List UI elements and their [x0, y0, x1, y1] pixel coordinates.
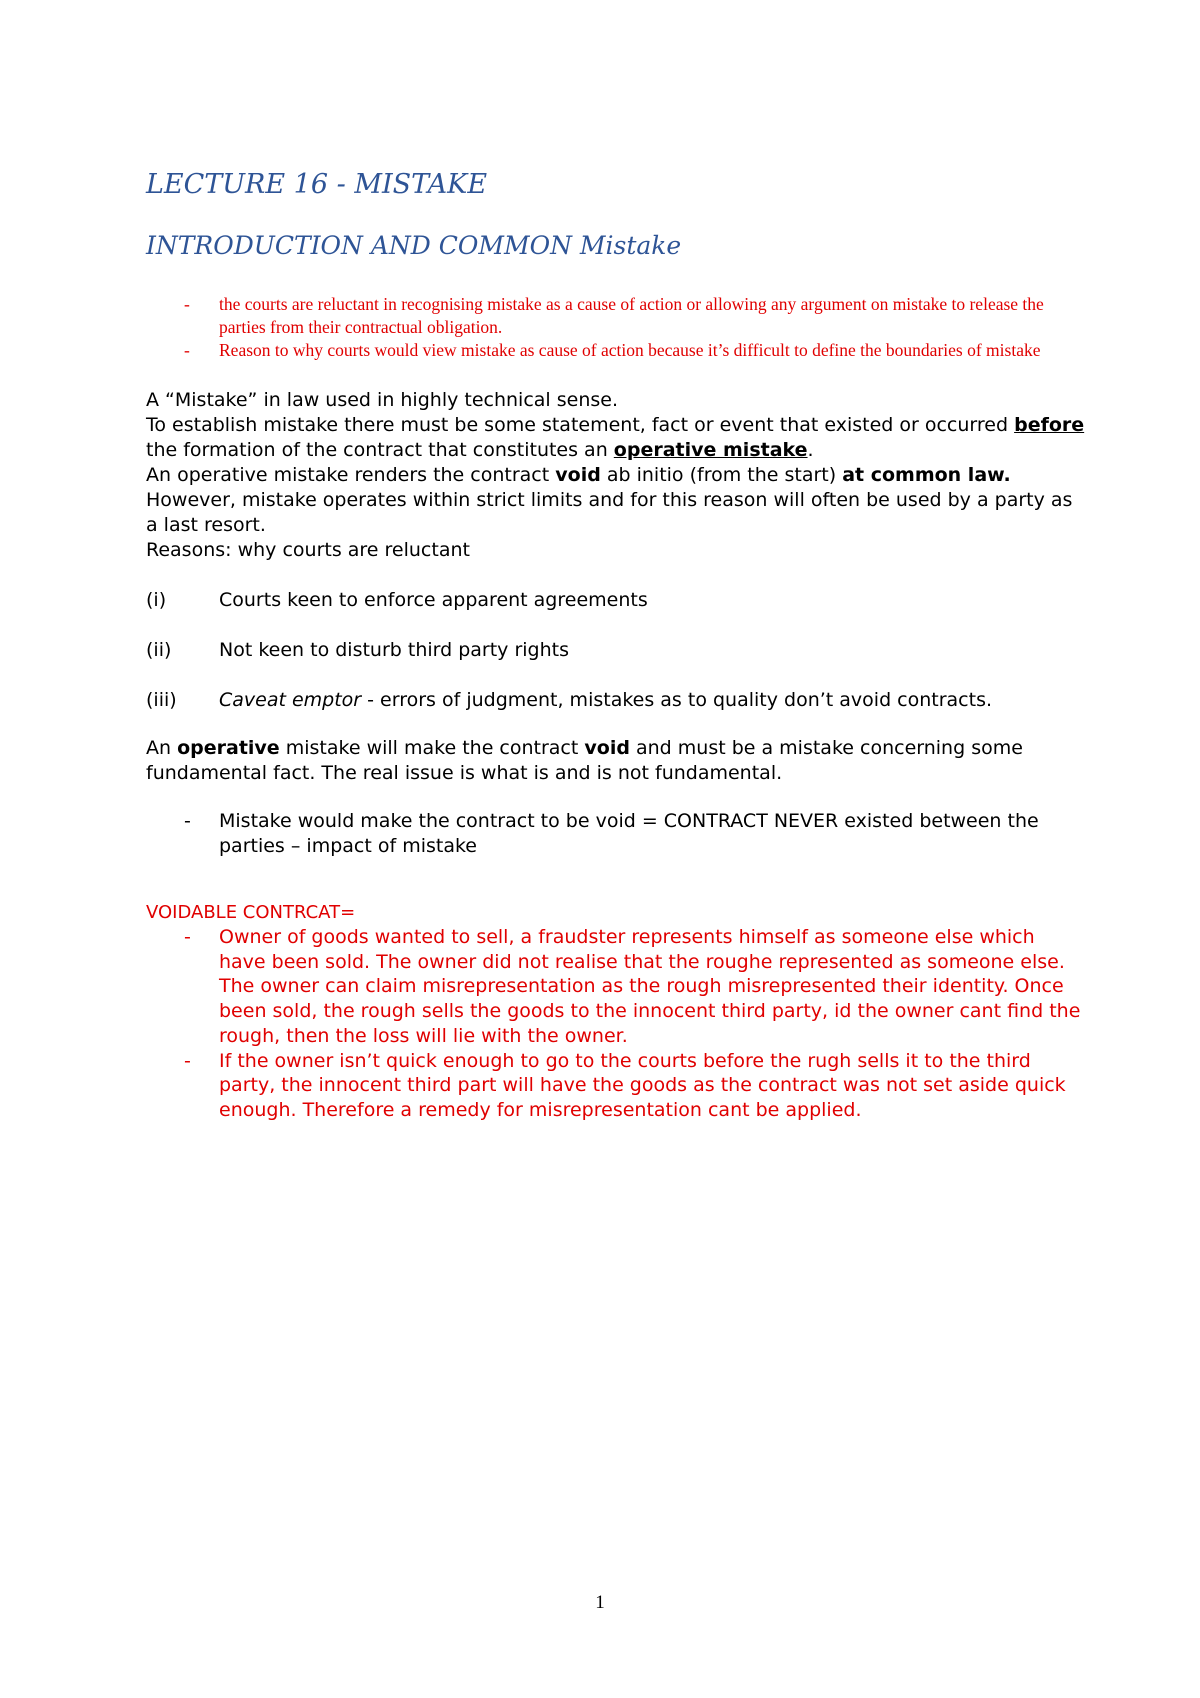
- reason-text-wrapper: [219, 688, 992, 713]
- text-run: To establish mistake there must be some statement, fact or event that existed or occurred: [146, 414, 1015, 436]
- text-run: An operative mistake renders the contract: [146, 464, 556, 486]
- list-item-text: If the owner isn’t quick enough to go to the courts before the rugh sells it to the third party, the innocent third part will have the goods as the contract was not set aside quick enough. Therefore a remedy for misrepresentation cant be applied.: [219, 1049, 1066, 1121]
- bullet-dash: -: [184, 810, 191, 832]
- emphasis-void: void: [584, 737, 630, 759]
- reason-italic-term: Caveat emptor: [219, 689, 362, 711]
- list-item-text: the courts are reluctant in recognising mistake as a cause of action or allowing any argument on mistake to release the parties from their contractual obligation.: [219, 294, 1044, 337]
- reason-item: [146, 638, 1086, 663]
- list-item: [146, 339, 1086, 362]
- list-item: [146, 1049, 1086, 1123]
- emphasis-operative: operative: [177, 737, 280, 759]
- text-run: ab initio (from the start): [600, 464, 843, 486]
- list-item-text: Mistake would make the contract to be void = CONTRACT NEVER existed between the parties – impact of mistake: [219, 810, 1039, 857]
- section-heading: INTRODUCTION AND COMMON Mistake: [146, 231, 682, 260]
- paragraph-establish-mistake: [146, 413, 1086, 463]
- text-run: mistake will make the contract: [279, 737, 585, 759]
- bullet-dash: -: [184, 294, 190, 314]
- emphasis-operative-mistake: operative mistake: [613, 439, 808, 461]
- paragraph-mistake-definition: A “Mistake” in law used in highly technical sense.: [146, 389, 618, 411]
- lecture-title: LECTURE 16 - MISTAKE: [146, 169, 488, 200]
- list-item: [146, 809, 1086, 859]
- reason-text: - errors of judgment, mistakes as to quality don’t avoid contracts.: [361, 689, 993, 711]
- document-body: [146, 168, 1086, 1123]
- list-item-text: Owner of goods wanted to sell, a fraudster represents himself as someone else which have been sold. The owner did not realise that the roughe represented as someone else. The owner can claim misrepresentation as the rough misrepresented their identity. Once been sold, the rough sells the goods to the innocent third party, id the owner cant find the rough, then the loss will lie with the owner.: [219, 926, 1081, 1047]
- reason-item: [146, 588, 1086, 613]
- reason-text: Courts keen to enforce apparent agreements: [219, 589, 648, 611]
- reason-number: (iii): [146, 689, 177, 711]
- text-run: and must be a mistake concerning some fundamental fact. The real issue is what is and is not fundamental.: [146, 737, 1023, 784]
- bullet-dash: -: [184, 926, 191, 948]
- list-item-text: Reason to why courts would view mistake as cause of action because it’s difficult to define the boundaries of mistake: [219, 340, 1041, 360]
- page-number: 1: [595, 1592, 605, 1613]
- voidable-bullet-list: [146, 925, 1086, 1123]
- paragraph-operative-mistake: [146, 463, 1086, 538]
- emphasis-common-law: at common law.: [842, 464, 1011, 486]
- paragraph-fundamental-fact: [146, 736, 1086, 786]
- void-bullet-list: [146, 809, 1086, 859]
- list-item: [146, 293, 1086, 339]
- text-run: However, mistake operates within strict limits and for this reason will often be used by a party as a last resort.: [146, 489, 1073, 536]
- bullet-dash: -: [184, 340, 190, 360]
- intro-bullet-list: [146, 293, 1086, 362]
- bullet-dash: -: [184, 1049, 191, 1072]
- reason-number: (i): [146, 589, 167, 611]
- reason-text: Not keen to disturb third party rights: [219, 639, 570, 661]
- list-item: [146, 925, 1086, 1049]
- reason-number: (ii): [146, 639, 172, 661]
- emphasis-before: before: [1014, 414, 1085, 436]
- paragraph-reasons-intro: Reasons: why courts are reluctant: [146, 539, 470, 561]
- voidable-contract-heading: VOIDABLE CONTRCAT=: [146, 902, 356, 923]
- text-run: the formation of the contract that constitutes an: [146, 439, 614, 461]
- text-run: An: [146, 737, 178, 759]
- emphasis-void: void: [555, 464, 601, 486]
- text-run: .: [807, 439, 814, 461]
- reason-item: [146, 688, 1086, 713]
